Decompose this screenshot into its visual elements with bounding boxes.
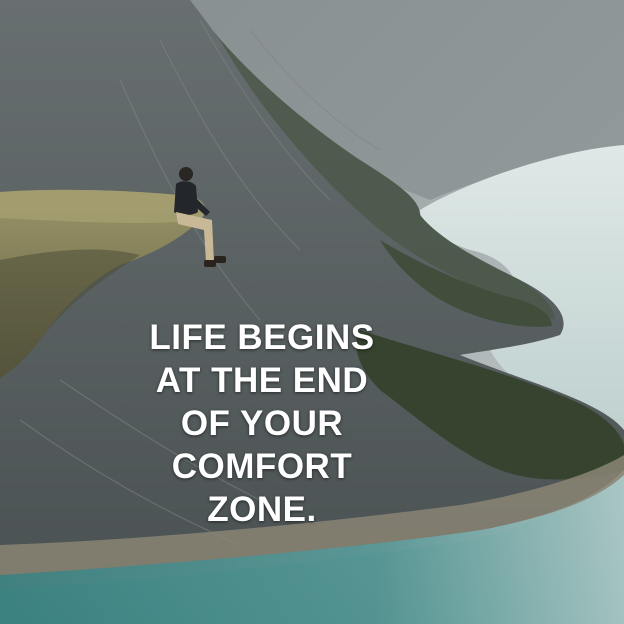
quote-line-2: AT THE END xyxy=(155,361,369,400)
quote-line-5: ZONE. xyxy=(207,490,317,529)
quote-line-1: LIFE BEGINS xyxy=(149,318,375,357)
person-head xyxy=(179,167,193,181)
person-shoe-right xyxy=(214,256,226,263)
quote-line-3: OF YOUR xyxy=(180,404,344,443)
motivational-quote xyxy=(112,316,412,531)
quote-line-4: COMFORT xyxy=(171,447,353,486)
